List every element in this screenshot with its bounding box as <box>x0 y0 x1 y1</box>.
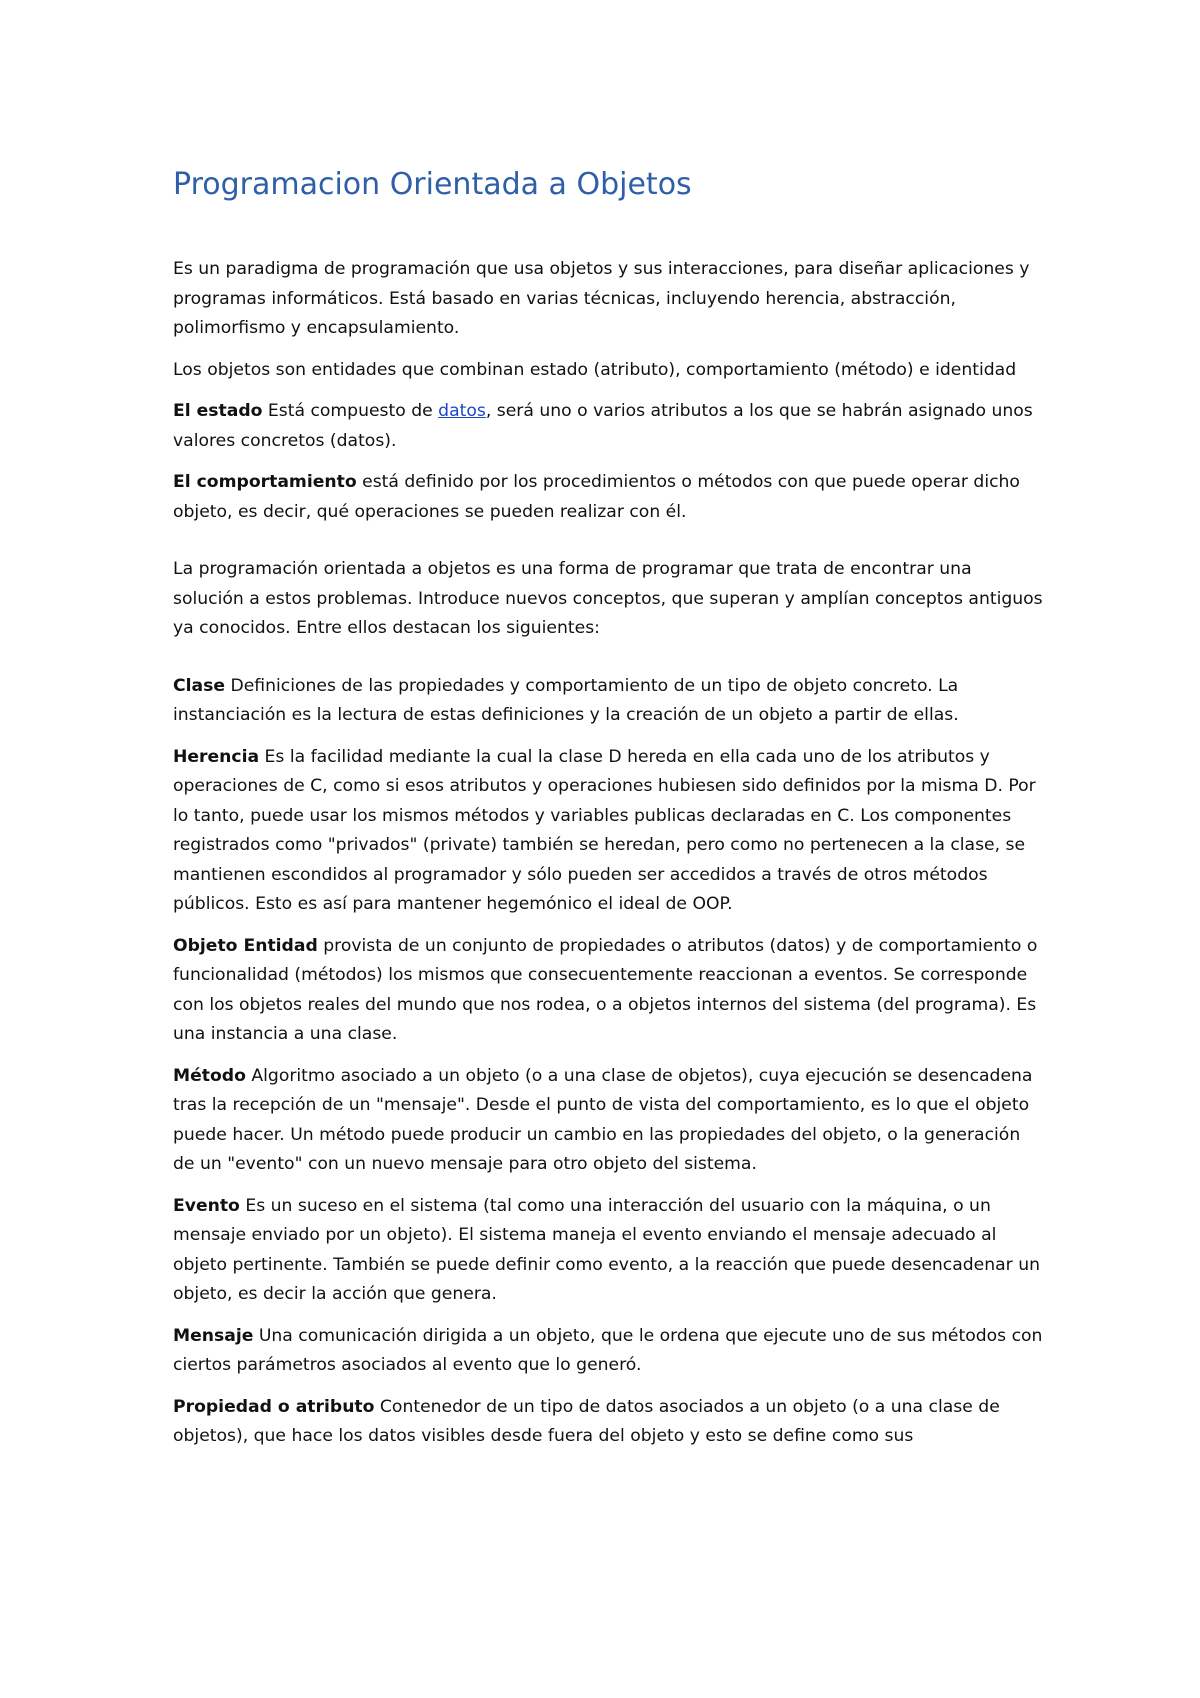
estado-text-before: Está compuesto de <box>262 401 439 421</box>
document-title: Programacion Orientada a Objetos <box>173 167 692 202</box>
comportamiento-paragraph <box>173 468 1043 527</box>
concept-metodo <box>173 1062 1043 1180</box>
concept-text: provista de un conjunto de propiedades o atributos (datos) y de comportamiento o funcionalidad (métodos) los mismos que consecuentemente reaccionan a eventos. Se corresponde con los objetos reales del mundo que nos rodea, o a objetos internos del sistema (del programa). Es una instancia a una clase. <box>173 935 1038 1044</box>
comportamiento-text: está definido por los procedimientos o métodos con que puede operar dicho objeto, es decir, qué operaciones se pueden realizar con él. <box>173 472 1020 522</box>
concept-evento <box>173 1192 1043 1310</box>
estado-paragraph <box>173 397 1043 456</box>
concept-text: Una comunicación dirigida a un objeto, que le ordena que ejecute uno de sus métodos con ciertos parámetros asociados al evento que lo generó. <box>173 1325 1043 1375</box>
concept-term: Mensaje <box>173 1325 254 1346</box>
concept-text: Es un suceso en el sistema (tal como una interacción del usuario con la máquina, o un mensaje enviado por un objeto). El sistema maneja el evento enviando el mensaje adecuado al objeto pertinente. También se puede definir como evento, a la reacción que puede desencadenar un objeto, es decir la acción que genera. <box>173 1195 1041 1304</box>
intro-paragraph: Es un paradigma de programación que usa objetos y sus interacciones, para diseñar aplicaciones y programas informáticos. Está basado en varias técnicas, incluyendo herencia, abstracción, polimorfismo y encapsulamiento. <box>173 259 1030 338</box>
datos-link[interactable]: datos <box>438 401 486 421</box>
concept-text: Contenedor de un tipo de datos asociados a un objeto (o a una clase de objetos), que hace los datos visibles desde fuera del objeto y esto se define como sus <box>173 1396 1000 1446</box>
concept-propiedad <box>173 1393 1043 1452</box>
concept-term: Objeto Entidad <box>173 935 318 956</box>
objects-definition-paragraph: Los objetos son entidades que combinan estado (atributo), comportamiento (método) e identidad <box>173 359 1017 380</box>
comportamiento-term: El comportamiento <box>173 472 357 492</box>
estado-text-after: , será uno o varios atributos a los que se habrán asignado unos valores concretos (datos). <box>173 401 1033 451</box>
concept-text: Es la facilidad mediante la cual la clase D hereda en ella cada uno de los atributos y operaciones de C, como si esos atributos y operaciones hubiesen sido definidos por la misma D. Por lo tanto, puede usar los mismos métodos y variables publicas declaradas en C. Los componentes registrados como "privados" (private) también se heredan, pero como no pertenecen a la clase, se mantienen escondidos al programador y sólo pueden ser accedidos a través de otros métodos públicos. Esto es así para mantener hegemónico el ideal de OOP. <box>173 746 1036 914</box>
concept-herencia <box>173 743 1043 920</box>
concept-clase <box>173 672 1043 731</box>
poo-intro-paragraph: La programación orientada a objetos es una forma de programar que trata de encontrar una solución a estos problemas. Introduce nuevos conceptos, que superan y amplían conceptos antiguos ya conocidos. Entre ellos destacan los siguientes: <box>173 559 1043 638</box>
estado-term: El estado <box>173 401 263 421</box>
concept-term: Método <box>173 1065 246 1086</box>
concept-text: Definiciones de las propiedades y comportamiento de un tipo de objeto concreto. La instanciación es la lectura de estas definiciones y la creación de un objeto a partir de ellas. <box>173 675 959 725</box>
concept-text: Algoritmo asociado a un objeto (o a una clase de objetos), cuya ejecución se desencadena tras la recepción de un "mensaje". Desde el punto de vista del comportamiento, es lo que el objeto puede hacer. Un método puede producir un cambio en las propiedades del objeto, o la generación de un "evento" con un nuevo mensaje para otro objeto del sistema. <box>173 1065 1033 1174</box>
concept-term: Herencia <box>173 746 260 767</box>
concept-term: Evento <box>173 1195 240 1216</box>
concept-mensaje <box>173 1322 1043 1381</box>
concept-term: Clase <box>173 675 225 696</box>
document-body <box>173 255 1043 1452</box>
concept-objeto <box>173 932 1043 1050</box>
concept-term: Propiedad o atributo <box>173 1396 375 1417</box>
